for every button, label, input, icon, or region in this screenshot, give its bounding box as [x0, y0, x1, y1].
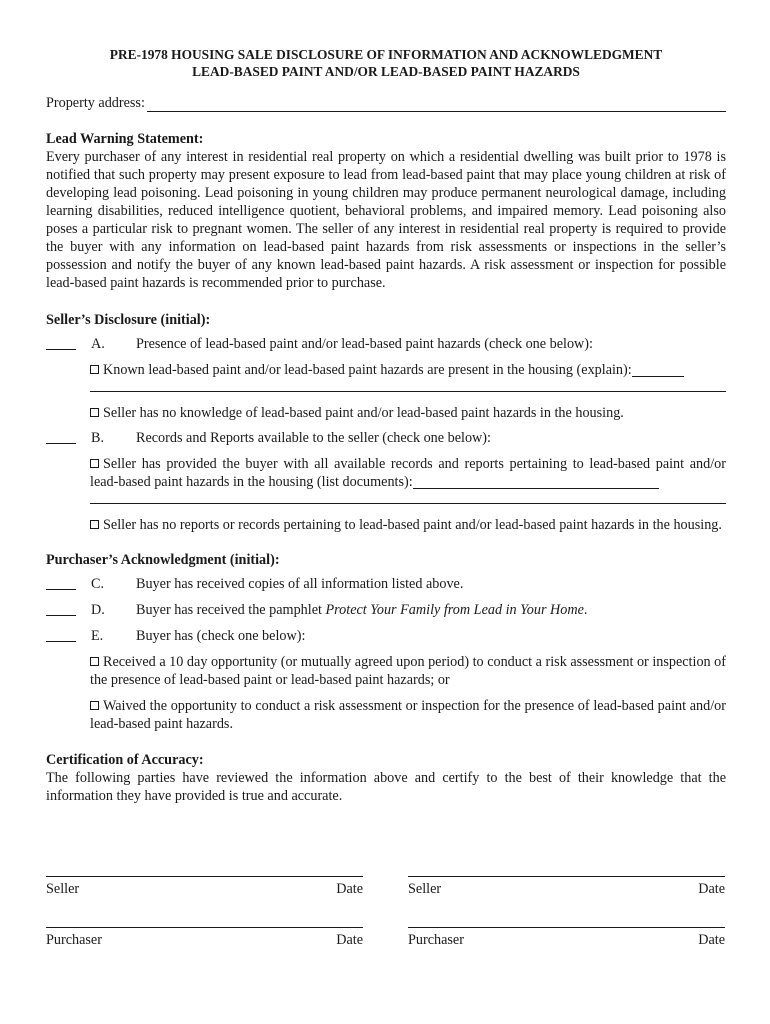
title-line-2: LEAD-BASED PAINT AND/OR LEAD-BASED PAINT HAZARDS: [192, 64, 580, 79]
item-a-option-no-knowledge: [90, 404, 726, 422]
item-e-option-waived: [90, 697, 726, 733]
certification-section: [46, 751, 726, 805]
option-records-provided-label: Seller has provided the buyer with all available records and reports pertaining to lead-based paint and/or lead-based paint hazards in the housing (list documents):: [90, 456, 726, 490]
explain-field[interactable]: [632, 362, 684, 377]
property-address-field[interactable]: [147, 97, 726, 112]
item-b-letter: B.: [91, 430, 105, 446]
purchaser-signature-line[interactable]: [46, 927, 363, 949]
item-d-letter: D.: [91, 602, 105, 618]
seller-2-date-label: Date: [698, 881, 725, 897]
seller-2-label: Seller: [408, 881, 442, 897]
form-title: [46, 46, 726, 80]
checkbox-waived-opportunity[interactable]: [90, 701, 99, 710]
item-d-suffix: .: [583, 602, 588, 618]
item-a-letter: A.: [91, 336, 105, 352]
purchaser-label: Purchaser: [46, 932, 102, 948]
purchaser-date-label: Date: [336, 932, 363, 948]
certification-body: The following parties have reviewed the information above and certify to the best of their knowledge that the information they have provided is true and accurate.: [46, 770, 726, 804]
initial-b-field[interactable]: [46, 429, 76, 444]
item-e-text: Buyer has (check one below):: [136, 628, 306, 644]
item-a-text: Presence of lead-based paint and/or lead-based paint hazards (check one below):: [136, 336, 593, 352]
seller-date-label: Date: [336, 881, 363, 897]
item-a: [46, 335, 726, 353]
option-no-reports-label: Seller has no reports or records pertaining to lead-based paint and/or lead-based paint hazards in the housing.: [103, 517, 722, 533]
checkbox-no-reports[interactable]: [90, 520, 99, 529]
item-b-option-no-reports: [90, 516, 726, 534]
item-d-prefix: Buyer has received the pamphlet: [136, 602, 326, 618]
property-address-row: [46, 95, 726, 112]
item-c: [46, 575, 726, 593]
title-line-1: PRE-1978 HOUSING SALE DISCLOSURE OF INFORMATION AND ACKNOWLEDGMENT: [109, 47, 663, 62]
item-d: [46, 601, 726, 619]
certification-heading: Certification of Accuracy:: [46, 752, 204, 768]
item-b-text: Records and Reports available to the seller (check one below):: [136, 430, 491, 446]
list-documents-line-2[interactable]: [90, 493, 726, 504]
item-e-option-received: [90, 653, 726, 689]
purchaser-ack-section: [46, 551, 726, 733]
item-b: [46, 429, 726, 447]
lead-warning-heading: Lead Warning Statement:: [46, 131, 204, 147]
checkbox-received-opportunity[interactable]: [90, 657, 99, 666]
option-known-label: Known lead-based paint and/or lead-based paint hazards are present in the housing (explain):: [103, 362, 632, 378]
checkbox-records-provided[interactable]: [90, 459, 99, 468]
item-c-letter: C.: [91, 576, 105, 592]
initial-c-field[interactable]: [46, 575, 76, 590]
item-a-option-known: [90, 361, 726, 379]
lead-warning-section: [46, 130, 726, 292]
checkbox-known-hazards[interactable]: [90, 365, 99, 374]
initial-a-field[interactable]: [46, 335, 76, 350]
property-address-label: Property address:: [46, 95, 145, 111]
item-d-text: [136, 601, 726, 619]
seller-label: Seller: [46, 881, 80, 897]
option-received-label: Received a 10 day opportunity (or mutually agreed upon period) to conduct a risk assessment or inspection of the presence of lead-based paint or lead-based paint hazards; or: [90, 654, 726, 688]
explain-line-2[interactable]: [90, 381, 726, 392]
purchaser-2-date-label: Date: [698, 932, 725, 948]
purchaser-2-label: Purchaser: [408, 932, 464, 948]
purchaser-ack-heading: Purchaser’s Acknowledgment (initial):: [46, 552, 280, 568]
option-waived-label: Waived the opportunity to conduct a risk assessment or inspection for the presence of lead-based paint and/or lead-based paint hazards.: [90, 698, 726, 732]
lead-warning-body: Every purchaser of any interest in residential real property on which a residential dwelling was built prior to 1978 is notified that such property may present exposure to lead from lead-based paint that may place young children at risk of developing lead poisoning. Lead poisoning in young children may produce permanent neurological damage, including learning disabilities, reduced intelligence quotient, behavioral problems, and impaired memory. Lead poisoning also poses a particular risk to pregnant women. The seller of any interest in residential real property is required to provide the buyer with any information on lead-based paint hazards from risk assessments or inspections in the seller’s possession and notify the buyer of any known lead-based paint hazards. A risk assessment or inspection for possible lead-based paint hazards is recommended prior to purchase.: [46, 149, 726, 291]
item-c-text: Buyer has received copies of all information listed above.: [136, 576, 464, 592]
option-no-knowledge-label: Seller has no knowledge of lead-based paint and/or lead-based paint hazards in the housing.: [103, 405, 624, 421]
disclosure-form: [46, 46, 726, 805]
seller-signature-line[interactable]: [46, 876, 363, 898]
seller-disclosure-heading: Seller’s Disclosure (initial):: [46, 312, 211, 328]
list-documents-field[interactable]: [413, 474, 659, 489]
initial-d-field[interactable]: [46, 601, 76, 616]
purchaser-2-signature-line[interactable]: [408, 927, 725, 949]
item-e: [46, 627, 726, 645]
initial-e-field[interactable]: [46, 627, 76, 642]
seller-2-signature-line[interactable]: [408, 876, 725, 898]
item-b-option-provided: [90, 455, 726, 491]
item-e-letter: E.: [91, 628, 104, 644]
pamphlet-title: Protect Your Family from Lead in Your Home: [325, 602, 584, 618]
seller-disclosure-section: [46, 311, 726, 534]
checkbox-no-knowledge[interactable]: [90, 408, 99, 417]
